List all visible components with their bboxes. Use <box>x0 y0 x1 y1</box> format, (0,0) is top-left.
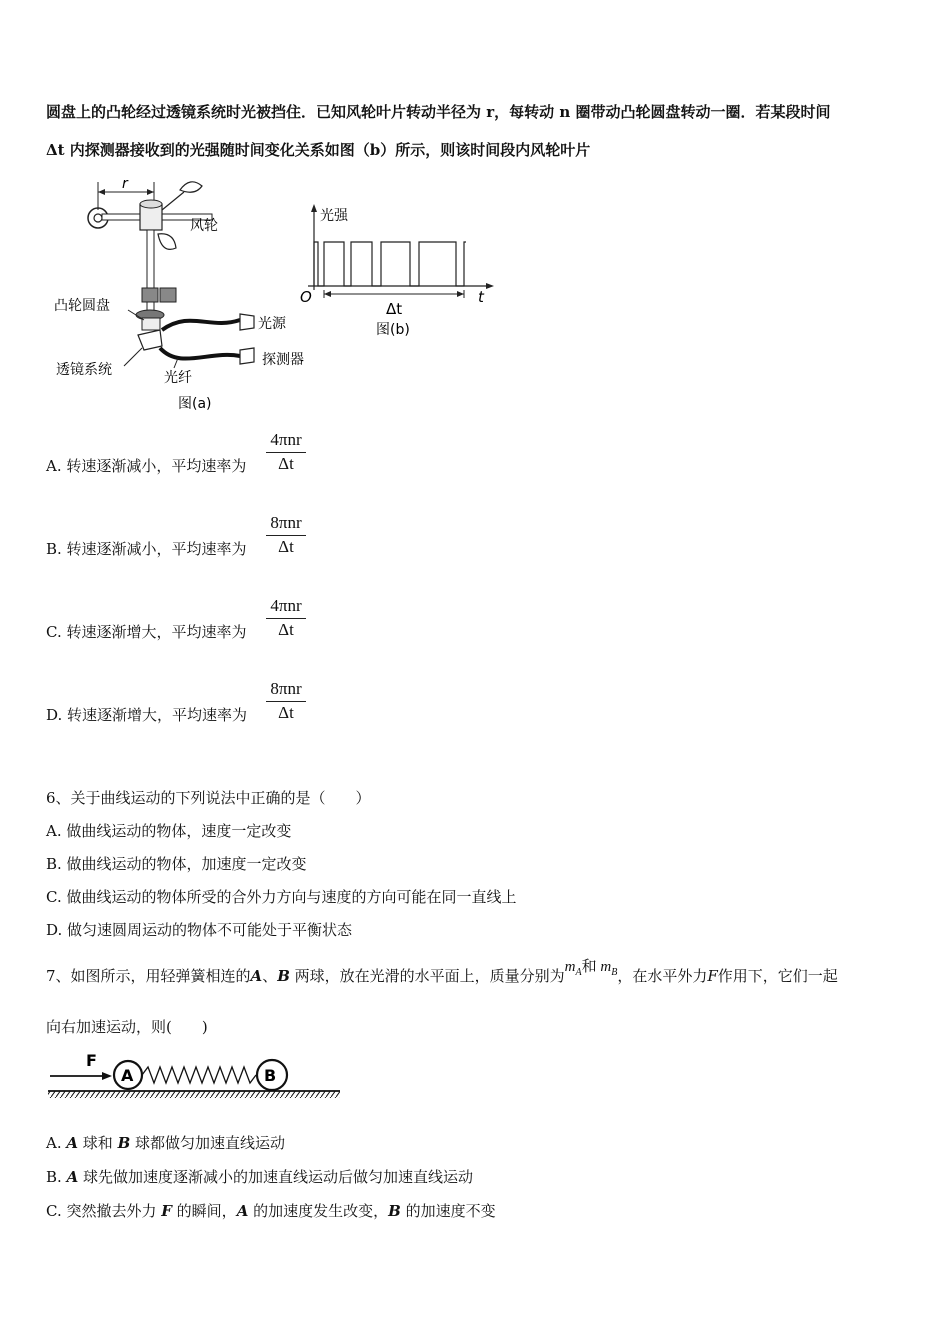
figure-spring-balls <box>46 1048 342 1104</box>
q5-option-a[interactable]: A. 转速逐渐减小，平均速率为 <box>46 457 247 475</box>
q7-option-c[interactable] <box>46 1201 496 1221</box>
mass-and: 和 <box>581 959 597 975</box>
option-text: 的加速度不变 <box>400 1202 496 1220</box>
label-cam-disk: 凸轮圆盘 <box>54 298 110 314</box>
label-ball-b: B <box>264 1066 277 1085</box>
fraction-denominator: Δt <box>278 703 294 722</box>
fraction-numerator: 4πnr <box>266 596 306 619</box>
var-b: B <box>117 1134 131 1152</box>
var-f: F <box>707 967 718 985</box>
mass-m-b: m <box>600 959 612 975</box>
q7-option-a[interactable] <box>46 1133 285 1153</box>
label-delta-t: Δt <box>386 300 403 318</box>
var-a: A <box>66 1134 79 1152</box>
var-b: B <box>277 967 290 985</box>
label-origin: O <box>300 288 312 306</box>
q6-option-d[interactable]: D. 做匀速圆周运动的物体不可能处于平衡状态 <box>46 921 353 939</box>
fraction-numerator: 4πnr <box>266 430 306 453</box>
fraction-numerator: 8πnr <box>266 513 306 536</box>
label-wind-wheel: 风轮 <box>190 218 218 234</box>
option-prefix: B. <box>46 1168 67 1186</box>
mass-m-a: m <box>564 959 576 975</box>
q7-stem-part: 作用下，它们一起 <box>717 967 838 985</box>
fraction-denominator: Δt <box>278 454 294 473</box>
q5-option-d-fraction <box>266 679 306 724</box>
q6-option-a[interactable]: A. 做曲线运动的物体，速度一定改变 <box>46 822 292 840</box>
q6-option-b[interactable]: B. 做曲线运动的物体，加速度一定改变 <box>46 855 307 873</box>
option-prefix: A. <box>46 1134 67 1152</box>
option-text: 的瞬间， <box>171 1202 237 1220</box>
mass-expression <box>564 959 618 978</box>
option-text: 的加速度发生改变， <box>248 1202 389 1220</box>
label-ball-a: A <box>121 1066 134 1085</box>
q5-stem-line2: Δt 内探测器接收到的光强随时间变化关系如图（b）所示，则该时间段内风轮叶片 <box>46 141 591 159</box>
caption-figure-b: 图(b) <box>376 322 410 338</box>
label-force: F <box>86 1051 97 1070</box>
label-r: r <box>122 176 128 192</box>
label-fiber: 光纤 <box>164 370 192 386</box>
fraction-denominator: Δt <box>278 620 294 639</box>
q5-option-b-fraction <box>266 513 306 558</box>
q5-stem-line1: 圆盘上的凸轮经过透镜系统时光被挡住．已知风轮叶片转动半径为 r，每转动 n 圈带动凸轮圆盘转动一圈．若某段时间 <box>46 103 831 121</box>
var-a: A <box>250 967 263 985</box>
var-a: A <box>66 1168 79 1186</box>
option-text: 球都做匀加速直线运动 <box>130 1134 286 1152</box>
q6-option-c[interactable]: C. 做曲线运动的物体所受的合外力方向与速度的方向可能在同一直线上 <box>46 888 517 906</box>
figure-b <box>298 200 503 340</box>
option-text: 球和 <box>78 1134 118 1152</box>
q7-stem-sep: 、 <box>262 967 278 985</box>
q5-option-c[interactable]: C. 转速逐渐增大，平均速率为 <box>46 623 247 641</box>
var-f: F <box>161 1202 172 1220</box>
caption-figure-a: 图(a) <box>178 396 212 412</box>
fraction-denominator: Δt <box>278 537 294 556</box>
var-a: A <box>236 1202 249 1220</box>
label-time-axis: t <box>478 288 484 306</box>
label-detector: 探测器 <box>262 352 304 368</box>
option-prefix: C. 突然撤去外力 <box>46 1202 162 1220</box>
figure-a <box>50 170 330 420</box>
q6-stem: 6、关于曲线运动的下列说法中正确的是（ ） <box>46 789 371 807</box>
q5-option-c-fraction <box>266 596 306 641</box>
label-intensity: 光强 <box>320 208 348 224</box>
q5-option-d[interactable]: D. 转速逐渐增大，平均速率为 <box>46 706 248 724</box>
q7-stem-part: 两球，放在光滑的水平面上，质量分别为 <box>289 967 565 985</box>
mass-sub-b: B <box>611 967 618 978</box>
option-text: 球先做加速度逐渐减小的加速直线运动后做匀加速直线运动 <box>78 1168 473 1186</box>
q7-option-b[interactable] <box>46 1167 473 1187</box>
q7-stem-line1 <box>46 959 838 993</box>
q7-stem-part: 7、如图所示，用轻弹簧相连的 <box>46 967 251 985</box>
label-light-source: 光源 <box>258 316 286 332</box>
q5-option-a-fraction <box>266 430 306 475</box>
mass-sub-a: A <box>575 967 582 978</box>
fraction-numerator: 8πnr <box>266 679 306 702</box>
q7-stem-line2: 向右加速运动，则( ) <box>46 1018 208 1036</box>
q5-option-b[interactable]: B. 转速逐渐减小，平均速率为 <box>46 540 247 558</box>
var-b: B <box>388 1202 401 1220</box>
label-lens-system: 透镜系统 <box>56 362 112 378</box>
q7-stem-part: ，在水平外力 <box>617 967 708 985</box>
